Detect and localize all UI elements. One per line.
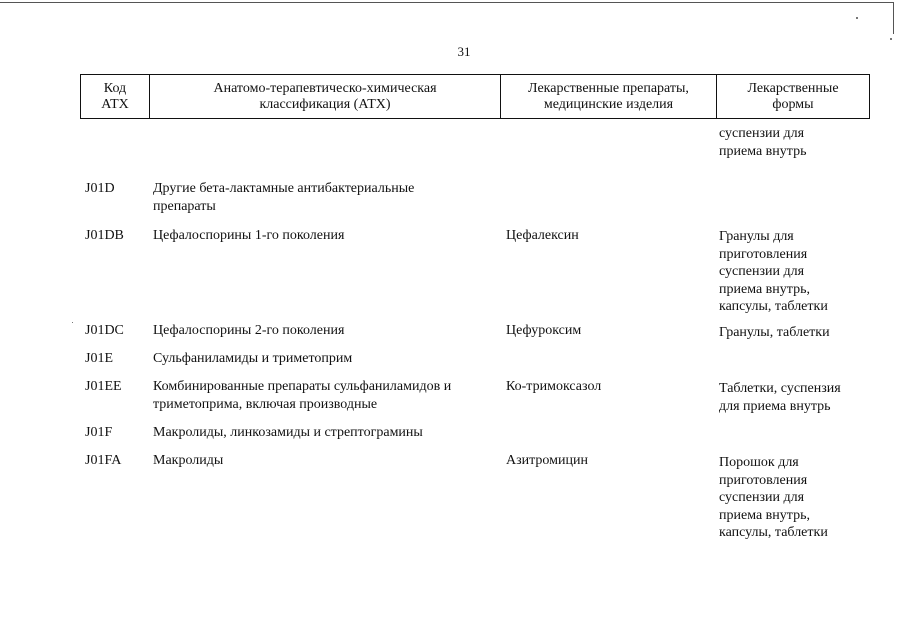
scan-speck xyxy=(72,322,73,323)
cell-classification: Сульфаниламиды и триметоприм xyxy=(153,351,353,366)
cell-classification: Макролиды, линкозамиды и стрептограмины xyxy=(153,425,423,440)
cell-forms: суспензии для приема внутрь xyxy=(719,126,807,159)
cell-code: J01FA xyxy=(85,453,122,468)
cell-classification: Другие бета-лактамные антибактериальные препараты xyxy=(153,181,415,214)
cell-code: J01D xyxy=(85,181,115,196)
header-drugs: Лекарственные препараты, медицинские изделия xyxy=(500,75,716,118)
cell-drug: Цефуроксим xyxy=(506,323,582,338)
cell-forms: Таблетки, суспензия для приема внутрь xyxy=(719,381,841,414)
cell-forms: Гранулы, таблетки xyxy=(719,325,830,340)
cell-code: J01E xyxy=(85,351,113,366)
cell-code: J01EE xyxy=(85,379,122,394)
header-forms: Лекарственные формы xyxy=(716,75,869,118)
cell-drug: Ко-тримоксазол xyxy=(506,379,602,394)
scan-border-right xyxy=(893,2,894,34)
table-header xyxy=(80,74,870,119)
cell-drug: Азитромицин xyxy=(506,453,588,468)
header-classification: Анатомо-терапевтическо-химическая классификация (АТХ) xyxy=(149,75,500,118)
cell-classification: Макролиды xyxy=(153,453,224,468)
cell-classification: Цефалоспорины 2-го поколения xyxy=(153,323,345,338)
cell-classification: Цефалоспорины 1-го поколения xyxy=(153,228,345,243)
page-number: 31 xyxy=(457,44,471,59)
cell-forms: Порошок для приготовления суспензии для приема внутрь, капсулы, таблетки xyxy=(719,455,828,540)
scan-speck xyxy=(890,38,892,40)
header-code: Код АТХ xyxy=(101,80,129,112)
cell-code: J01DB xyxy=(85,228,124,243)
scan-border-top xyxy=(0,2,893,3)
cell-classification: Комбинированные препараты сульфаниламидов и триметоприма, включая производные xyxy=(153,379,452,412)
cell-drug: Цефалексин xyxy=(506,228,579,243)
cell-forms: Гранулы для приготовления суспензии для приема внутрь, капсулы, таблетки xyxy=(719,229,828,314)
cell-code: J01DC xyxy=(85,323,124,338)
cell-code: J01F xyxy=(85,425,113,440)
scan-speck xyxy=(856,17,858,19)
